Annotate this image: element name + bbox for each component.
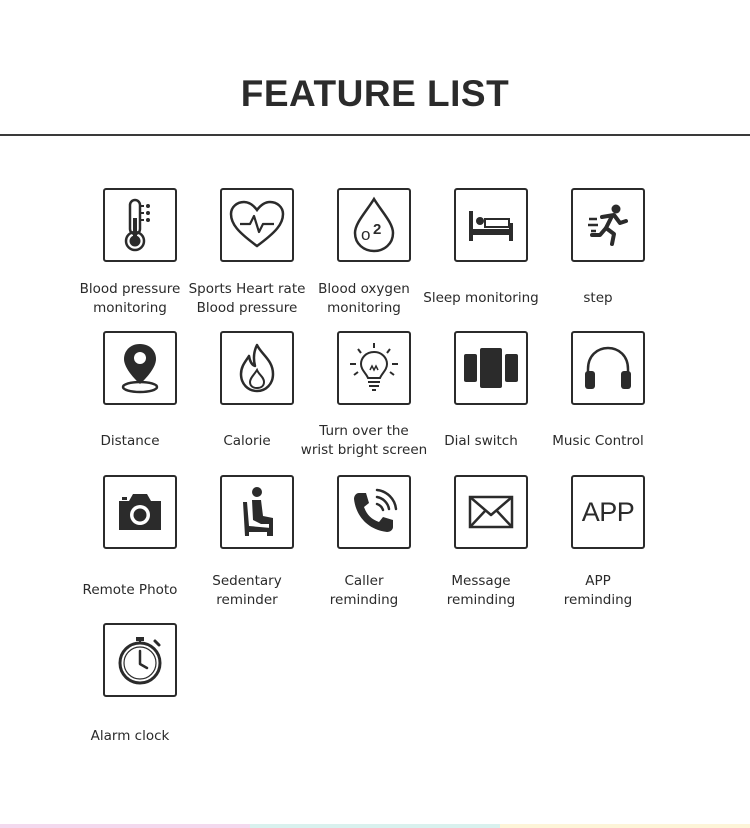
flame-icon: [220, 331, 294, 405]
running-icon: [571, 188, 645, 262]
feature-label: Music Control: [552, 433, 644, 449]
feature-label: Turn over the wrist bright screen: [300, 423, 428, 458]
app-text-icon: [571, 475, 645, 549]
bottom-bar-mint: [250, 824, 500, 828]
title-divider: [0, 134, 750, 136]
location-pin-icon: [103, 331, 177, 405]
app-icon-text: APP: [581, 496, 635, 527]
bed-icon: [454, 188, 528, 262]
feature-label: APP reminding: [563, 573, 633, 608]
feature-label: Message reminding: [446, 573, 516, 608]
thermometer-icon: [103, 188, 177, 262]
feature-label: Alarm clock: [90, 728, 170, 744]
feature-label: Blood pressure monitoring: [79, 281, 181, 316]
feature-label: Sleep monitoring: [423, 290, 539, 306]
phone-icon: [337, 475, 411, 549]
bottom-bar-pink: [0, 824, 250, 828]
page-title: FEATURE LIST: [240, 73, 510, 114]
envelope-icon: [454, 475, 528, 549]
feature-label: Sedentary reminder: [212, 573, 282, 608]
bottom-color-bar: [0, 824, 750, 828]
feature-label: Blood oxygen monitoring: [318, 281, 410, 316]
svg-text:2: 2: [373, 221, 382, 238]
bottom-bar-yellow: [500, 824, 750, 828]
feature-label: Distance: [100, 433, 160, 449]
feature-label: step: [583, 290, 613, 306]
svg-text:o: o: [361, 225, 371, 244]
oxygen-drop-icon: [337, 188, 411, 262]
feature-label: Sports Heart rate Blood pressure: [188, 281, 306, 316]
headphones-icon: [571, 331, 645, 405]
feature-label: Calorie: [223, 433, 271, 449]
light-bulb-icon: [337, 331, 411, 405]
feature-label: Dial switch: [444, 433, 518, 449]
feature-label: Remote Photo: [82, 582, 178, 598]
alarm-clock-icon: [103, 623, 177, 697]
sitting-person-icon: [220, 475, 294, 549]
heart-rate-icon: [220, 188, 294, 262]
camera-icon: [103, 475, 177, 549]
dial-switch-icon: [454, 331, 528, 405]
feature-label: Caller reminding: [329, 573, 399, 608]
